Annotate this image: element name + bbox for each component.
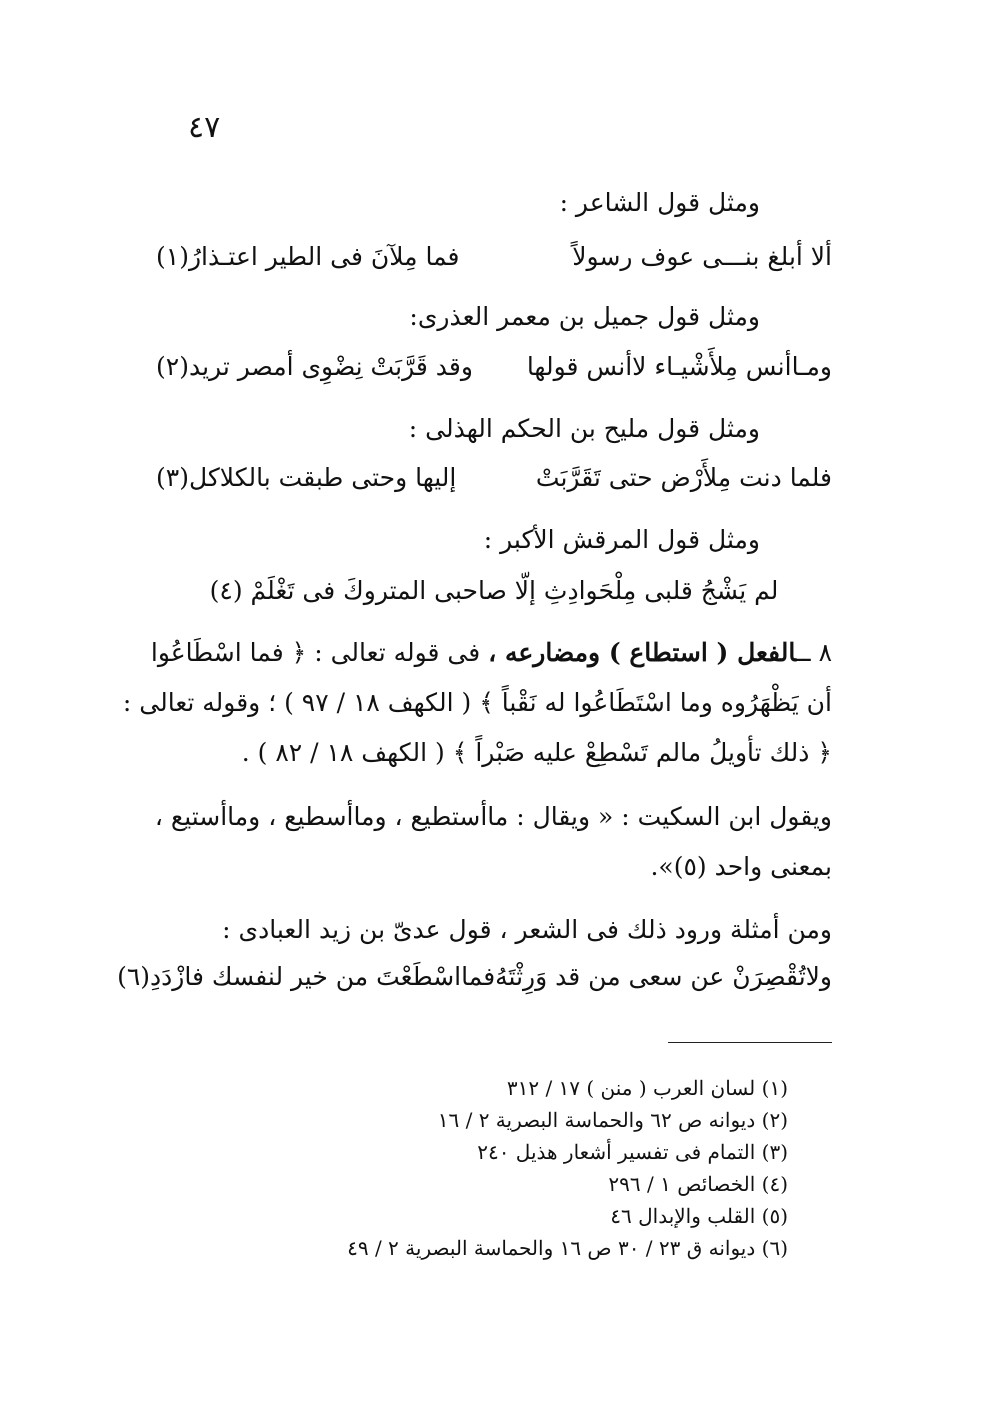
poem-verse xyxy=(117,962,832,991)
section-8-line-2: أن يَظْهَرُوه وما اسْتَطَاعُوا له نَقْباً ﴾ ( الكهف ١٨ / ٩٧ ) ؛ وقوله تعالى : xyxy=(122,688,832,717)
verse-second-hemistich: فمااسْطَعْتَ من خير لنفسك فازْدَدِ(٦) xyxy=(117,962,496,991)
paragraph-line: بمعنى واحد (٥)». xyxy=(650,852,832,881)
intro-line: ومثل قول المرقش الأكبر : xyxy=(483,525,760,554)
section-8-line-1 xyxy=(151,640,832,665)
poem-verse xyxy=(156,354,832,379)
section-heading: الفعل ( استطاع ) ومضارعه ، xyxy=(488,638,796,667)
verse-first-hemistich: فلما دنت مِلأَرْض حتى تَقَرَّبَتْ xyxy=(535,463,832,492)
footnote: (٤) الخصائص ١ / ٢٩٦ xyxy=(608,1172,788,1196)
footnote: (٢) ديوانه ص ٦٢ والحماسة البصرية ٢ / ١٦ xyxy=(437,1108,788,1132)
section-number: ٨ ــ xyxy=(795,638,832,667)
intro-line: ومثل قول الشاعر : xyxy=(559,188,760,217)
section-text: فى قوله تعالى : ﴿ فما اسْطَاعُوا xyxy=(150,638,481,667)
verse-second-hemistich: فما مِلآنَ فى الطير اعتـذارُ(١) xyxy=(156,242,460,271)
footnote-separator xyxy=(668,1042,832,1043)
paragraph-line: ومن أمثلة ورود ذلك فى الشعر ، قول عدىّ بن زيد العبادى : xyxy=(222,915,832,944)
verse-second-hemistich: إليها وحتى طبقت بالكلاكل(٣) xyxy=(156,463,457,492)
footnote: (١) لسان العرب ( منن ) ١٧ / ٣١٢ xyxy=(506,1076,788,1100)
section-8-line-3: ﴿ ذلك تأويلُ مالم تَسْطِعْ عليه صَبْراً ﴾ ( الكهف ١٨ / ٨٢ ) . xyxy=(241,738,832,767)
footnote: (٥) القلب والإبدال ٤٦ xyxy=(610,1204,788,1228)
verse-first-hemistich: ومـاأنس مِلأَشْيـاء لاأنس قولها xyxy=(526,352,832,381)
poem-verse xyxy=(156,578,832,603)
intro-line: ومثل قول مليح بن الحكم الهذلى : xyxy=(408,414,760,443)
verse-full: لم يَشْجُ قلبى مِلْحَوادِثِ إلّا صاحبى المتروكَ فى تَغْلَمْ (٤) xyxy=(209,576,779,605)
page-number: ٤٧ xyxy=(188,110,221,145)
verse-first-hemistich: ولاتُقْصِرَنْ عن سعى من قد وَرِثْتَهُ xyxy=(495,962,832,991)
verse-first-hemistich: ألا أبلغ بنـــى عوف رسولاً xyxy=(572,242,832,271)
intro-line: ومثل قول جميل بن معمر العذرى: xyxy=(409,302,760,331)
poem-verse xyxy=(156,465,832,490)
poem-verse xyxy=(156,244,832,269)
verse-second-hemistich: وقد قَرَّبَتْ نِضْوِى أمصر تريد(٢) xyxy=(156,352,473,381)
footnote: (٣) التمام فى تفسير أشعار هذيل ٢٤٠ xyxy=(477,1140,788,1164)
footnote: (٦) ديوانه ق ٢٣ / ٣٠ ص ١٦ والحماسة البصرية ٢ / ٤٩ xyxy=(347,1236,788,1260)
paragraph-line: ويقول ابن السكيت : « ويقال : ماأستطيع ، وماأسطيع ، وماأستيع ، xyxy=(154,802,832,831)
